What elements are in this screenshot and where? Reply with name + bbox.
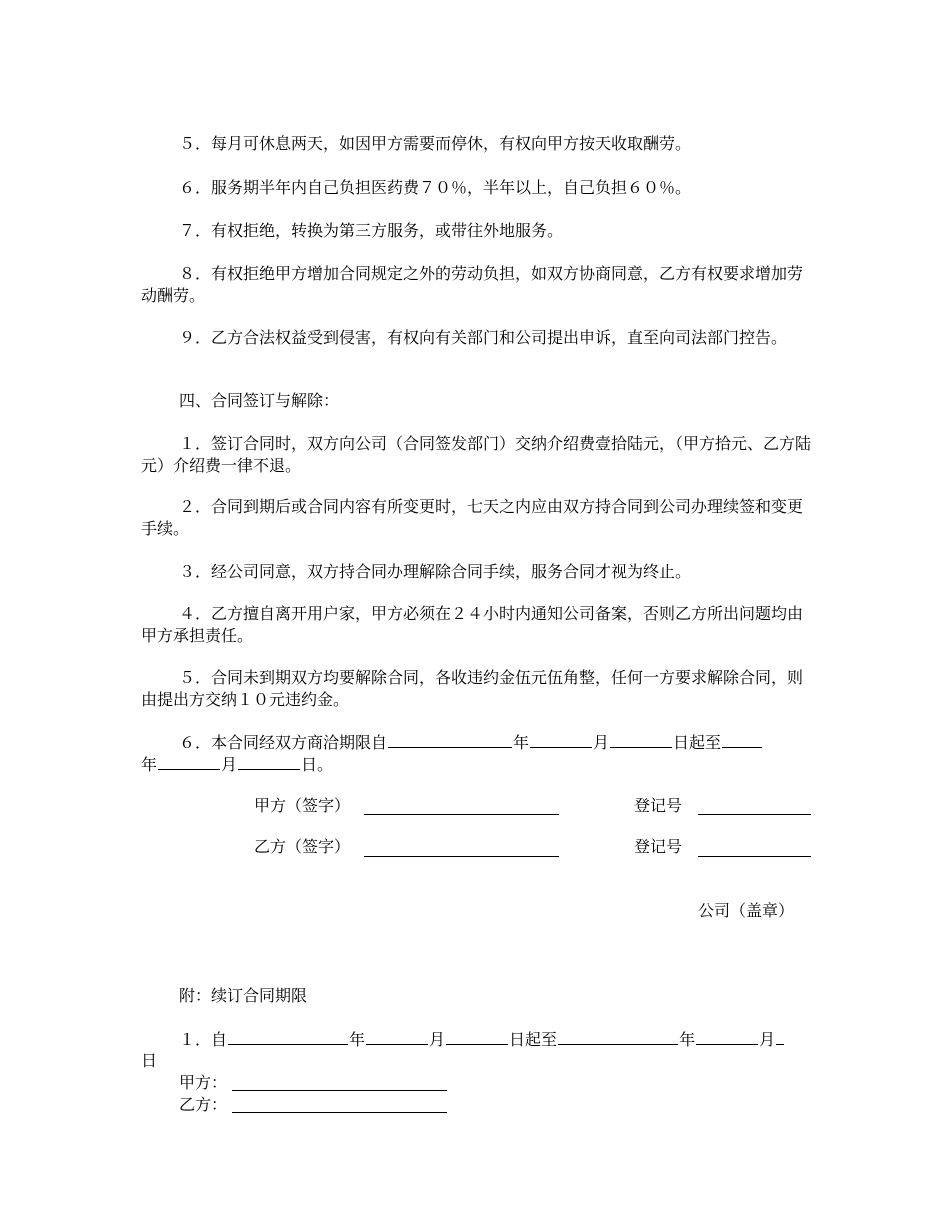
- clause-rights-8: ８．有权拒绝甲方增加合同规定之外的劳动负担，如双方协商同意，乙方有权要求增加劳动酬劳。: [141, 264, 804, 305]
- appendix-day-wrap: 日: [141, 1051, 158, 1070]
- party-a-reg-label: 登记号: [634, 796, 683, 815]
- start-month-blank[interactable]: [530, 731, 592, 748]
- party-a-reg-field[interactable]: [698, 813, 811, 815]
- section-4-heading: 四、合同签订与解除：: [179, 391, 340, 410]
- appendix-month2: 月: [759, 1030, 776, 1049]
- appendix-year: 年: [349, 1030, 366, 1049]
- appendix-year2: 年: [679, 1030, 696, 1049]
- appendix-term-line1: [179, 1028, 785, 1051]
- clause-contract-1: １．签订合同时，双方向公司（合同签发部门）交纳介绍费壹拾陆元，（甲方拾元、乙方陆元）介绍费一律不退。: [141, 434, 812, 475]
- clause-6-day-to: 日起至: [673, 733, 722, 752]
- clause-contract-6-line1: [179, 731, 763, 754]
- appendix-end-day-blank[interactable]: [776, 1028, 784, 1045]
- clause-6-year2: 年: [141, 755, 158, 774]
- appendix-heading: 附：续订合同期限: [179, 986, 308, 1005]
- end-day-blank[interactable]: [238, 753, 300, 770]
- appendix-end-year-blank[interactable]: [558, 1028, 678, 1045]
- appendix-party-a-label: 甲方：: [179, 1073, 228, 1092]
- clause-rights-9: ９．乙方合法权益受到侵害，有权向有关部门和公司提出申诉，直至向司法部门控告。: [179, 328, 788, 347]
- appendix-day-to: 日起至: [509, 1030, 558, 1049]
- appendix-start-month-blank[interactable]: [366, 1028, 428, 1045]
- party-b-reg-label: 登记号: [634, 837, 683, 856]
- party-b-signature-field[interactable]: [364, 855, 559, 857]
- appendix-party-b-field[interactable]: [232, 1111, 447, 1113]
- party-b-signature-label: 乙方（签字）: [254, 837, 351, 856]
- party-a-signature-label: 甲方（签字）: [254, 796, 351, 815]
- clause-contract-2: ２．合同到期后或合同内容有所变更时，七天之内应由双方持合同到公司办理续签和变更手续。: [141, 497, 804, 538]
- clause-6-year: 年: [513, 733, 530, 752]
- start-year-blank[interactable]: [388, 731, 512, 748]
- clause-6-day-end: 日。: [301, 755, 334, 774]
- end-year-blank-part1[interactable]: [722, 731, 762, 748]
- appendix-start-day-blank[interactable]: [446, 1028, 508, 1045]
- party-b-reg-field[interactable]: [698, 855, 811, 857]
- appendix-party-b-label: 乙方：: [179, 1095, 228, 1114]
- appendix-party-a-field[interactable]: [232, 1089, 447, 1091]
- clause-contract-6-line2: [141, 753, 333, 776]
- party-a-signature-field[interactable]: [364, 813, 559, 815]
- clause-contract-5: ５．合同未到期双方均要解除合同，各收违约金伍元伍角整，任何一方要求解除合同，则由提出方交纳１０元违约金。: [141, 668, 804, 709]
- appendix-start-year-blank[interactable]: [228, 1028, 348, 1045]
- clause-contract-4: ４．乙方擅自离开用户家，甲方必须在２４小时内通知公司备案，否则乙方所出问题均由甲方承担责任。: [141, 604, 804, 645]
- appendix-month: 月: [429, 1030, 446, 1049]
- appendix-prefix: １．自: [179, 1030, 228, 1049]
- company-seal-label: 公司（盖章）: [698, 901, 795, 920]
- end-month-blank[interactable]: [158, 753, 220, 770]
- start-day-blank[interactable]: [610, 731, 672, 748]
- clause-6-month2: 月: [221, 755, 238, 774]
- clause-rights-7: ７．有权拒绝，转换为第三方服务，或带往外地服务。: [179, 221, 564, 240]
- clause-rights-5: ５．每月可休息两天，如因甲方需要而停休，有权向甲方按天收取酬劳。: [179, 134, 692, 153]
- appendix-end-month-blank[interactable]: [696, 1028, 758, 1045]
- clause-contract-3: ３．经公司同意，双方持合同办理解除合同手续，服务合同才视为终止。: [179, 562, 692, 581]
- clause-6-month: 月: [593, 733, 610, 752]
- clause-6-prefix: ６．本合同经双方商洽期限自: [179, 733, 388, 752]
- clause-rights-6: ６．服务期半年内自己负担医药费７０％，半年以上，自己负担６０％。: [179, 178, 692, 197]
